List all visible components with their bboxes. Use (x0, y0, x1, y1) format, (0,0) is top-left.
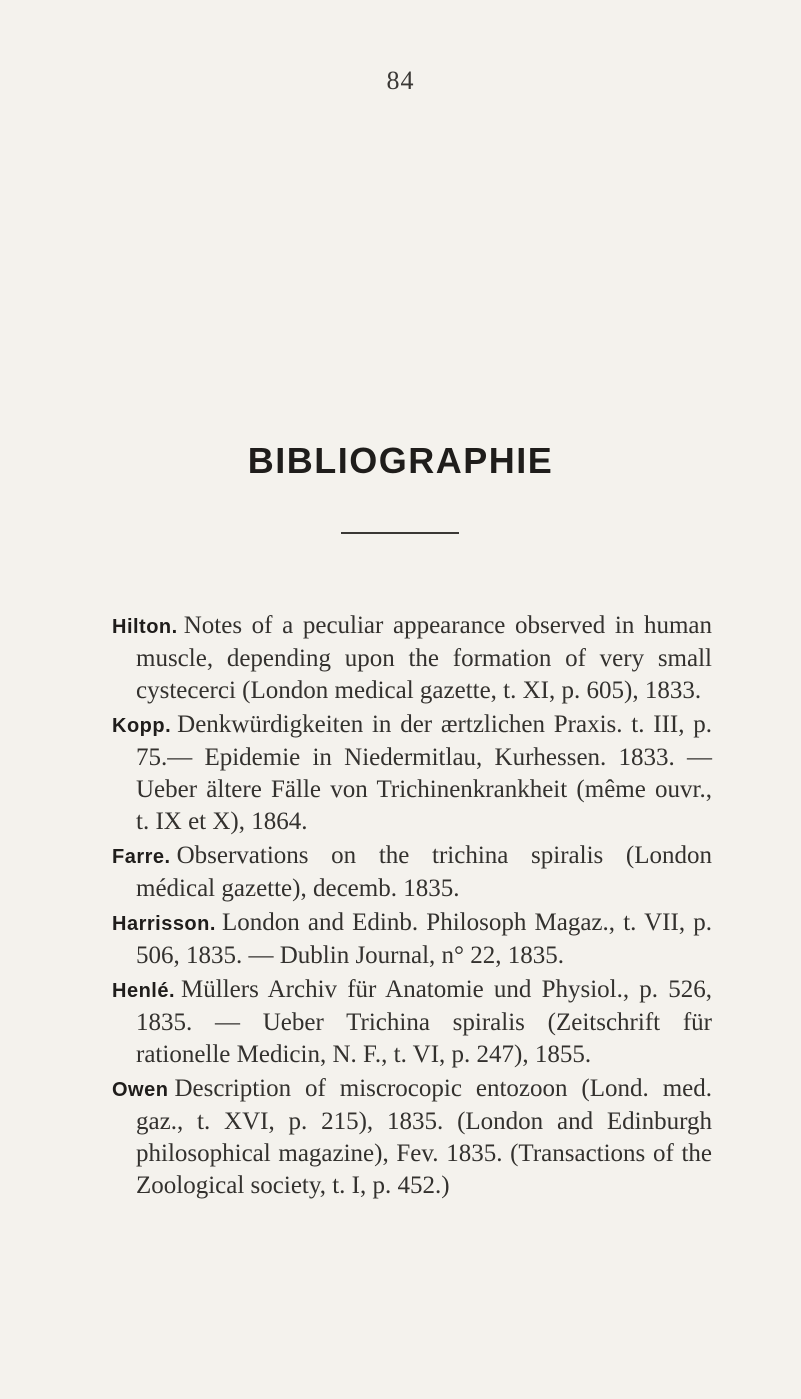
bibliography-entry-harrisson (112, 907, 712, 972)
bibliography-entry-farre (112, 840, 712, 905)
bibliography-entry-hilton (112, 610, 712, 707)
page-number: 84 (386, 66, 415, 95)
entry-text: Müllers Archiv für Anatomie und Physiol., p. 526, 1835. — Ueber Trichina spiralis (Zeitschrift für rationelle Medicin, N. F., t. VI, p. 247), 1855. (136, 976, 712, 1068)
bibliography-entry-owen (112, 1073, 712, 1202)
entry-author: Hilton. (112, 616, 178, 638)
entry-text: Denkwürdigkeiten in der ærtzlichen Praxis. t. III, p. 75.— Epidemie in Niedermitlau, Kurhessen. 1833. —Ueber ältere Fälle von Trichinenkrankheit (même ouvr., t. IX et X), 1864. (136, 711, 712, 835)
bibliography-entry-kopp (112, 709, 712, 838)
title-divider (341, 532, 459, 534)
entry-text: Notes of a peculiar appearance observed in human muscle, depending upon the formation of very small cystecerci (London medical gazette, t. XI, p. 605), 1833. (136, 612, 712, 704)
entry-text: London and Edinb. Philosoph Magaz., t. VII, p. 506, 1835. — Dublin Journal, n° 22, 1835. (136, 909, 712, 969)
bibliography-entry-henle (112, 974, 712, 1071)
entry-author: Owen (112, 1079, 169, 1101)
entry-author: Kopp. (112, 715, 172, 737)
bibliography-list (112, 610, 712, 1204)
page-title: BIBLIOGRAPHIE (247, 440, 554, 481)
entry-author: Henlé. (112, 980, 176, 1002)
entry-text: Description of miscrocopic entozoon (Lond. med. gaz., t. XVI, p. 215), 1835. (London and Edinburgh philosophical magazine), Fev. 1835. (Transactions of the Zoological society, t. I, p. 452.) (136, 1075, 712, 1199)
entry-author: Harrisson. (112, 913, 216, 935)
entry-text: Observations on the trichina spiralis (London médical gazette), decemb. 1835. (136, 842, 712, 902)
entry-author: Farre. (112, 846, 171, 868)
